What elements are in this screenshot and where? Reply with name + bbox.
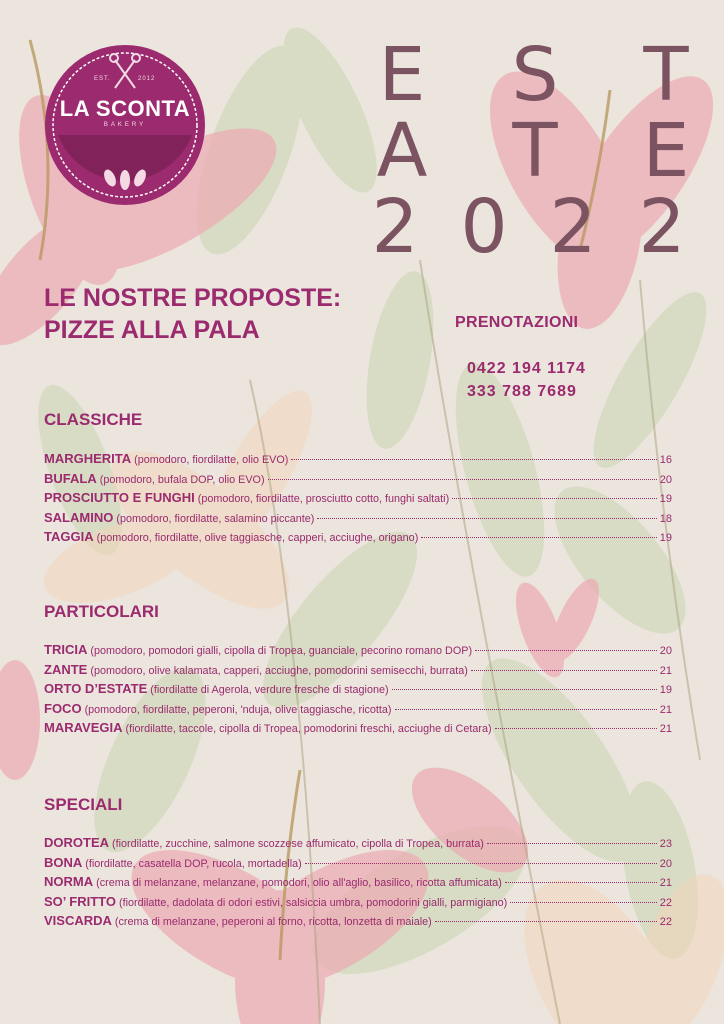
menu-item-price: 19 xyxy=(659,532,672,544)
menu-title-line1: LE NOSTRE PROPOSTE: xyxy=(44,284,342,312)
menu-item-leader-dots xyxy=(291,459,656,460)
menu-item-leader-dots xyxy=(495,728,657,729)
menu-item xyxy=(44,642,672,662)
menu-item-price: 19 xyxy=(659,493,672,505)
logo-subtitle: BAKERY xyxy=(103,122,147,128)
menu-item xyxy=(44,529,672,549)
menu-item-description: (pomodoro, pomodori gialli, cipolla di Tropea, guanciale, pecorino romano DOP) xyxy=(90,645,473,657)
menu-item-description: (fiordilatte, dadolata di odori estivi, salsiccia umbra, pomodorini gialli, parmigiano) xyxy=(119,896,508,909)
headline-letter: T xyxy=(643,32,689,118)
menu-item-leader-dots xyxy=(510,902,656,903)
menu-item-leader-dots xyxy=(305,863,657,864)
menu-item-name: SO’ FRITTO xyxy=(44,893,116,909)
headline-digit: 2 xyxy=(638,184,686,270)
menu-item-leader-dots xyxy=(475,650,657,651)
menu-list-particolari xyxy=(44,642,672,740)
headline-digit: 2 xyxy=(371,184,419,270)
menu-item-description: (pomodoro, fiordilatte, salamino piccante) xyxy=(116,512,315,525)
logo-brand-name: LA SCONTA xyxy=(59,96,191,121)
section-heading-particolari: PARTICOLARI xyxy=(44,602,159,621)
menu-list-classiche xyxy=(44,451,672,549)
menu-item-name: PROSCIUTTO E FUNGHI xyxy=(44,490,195,505)
menu-item-price: 23 xyxy=(659,838,672,850)
menu-item-leader-dots xyxy=(435,921,657,922)
menu-item-leader-dots xyxy=(505,882,657,883)
menu-item-price: 22 xyxy=(659,916,672,928)
headline-letter: E xyxy=(642,108,690,194)
menu-item xyxy=(44,681,672,701)
menu-item xyxy=(44,720,672,740)
booking-label: PRENOTAZIONI xyxy=(455,314,579,331)
menu-item-leader-dots xyxy=(471,670,657,671)
booking-phone-1[interactable]: 0422 194 1174 xyxy=(467,360,586,377)
headline-digit: 0 xyxy=(460,184,508,270)
menu-item-name: FOCO xyxy=(44,700,82,716)
menu-item-price: 20 xyxy=(659,473,672,486)
menu-item xyxy=(44,913,672,933)
menu-item xyxy=(44,835,672,855)
menu-title xyxy=(44,282,341,346)
menu-item-name: ZANTE xyxy=(44,661,88,677)
menu-item-description: (pomodoro, bufala DOP, olio EVO) xyxy=(99,473,265,486)
headline-digit: 2 xyxy=(549,184,597,270)
menu-item-name: MARAVEGIA xyxy=(44,720,123,735)
menu-item-description: (pomodoro, fiordilatte, prosciutto cotto, funghi saltati) xyxy=(197,493,450,505)
menu-item-price: 21 xyxy=(659,723,672,735)
menu-item-price: 21 xyxy=(659,703,672,716)
menu-item xyxy=(44,894,672,914)
menu-item-description: (fiordilatte, taccole, cipolla di Tropea, pomodorini freschi, acciughe di Cetara) xyxy=(125,723,492,735)
menu-item-description: (pomodoro, olive kalamata, capperi, acciughe, pomodorini semisecchi, burrata) xyxy=(90,664,468,677)
menu-item xyxy=(44,855,672,875)
menu-item-price: 21 xyxy=(659,877,672,889)
menu-item-leader-dots xyxy=(392,689,657,690)
menu-item-leader-dots xyxy=(452,498,657,499)
menu-item-name: VISCARDA xyxy=(44,913,112,928)
menu-item-leader-dots xyxy=(317,518,656,519)
menu-item-price: 16 xyxy=(659,454,672,466)
menu-item-price: 19 xyxy=(659,684,672,696)
headline-letter: E xyxy=(378,32,426,118)
menu-item-price: 20 xyxy=(659,645,672,657)
menu-item-name: ORTO D’ESTATE xyxy=(44,681,148,696)
headline-letter: T xyxy=(512,108,558,194)
menu-item xyxy=(44,701,672,721)
menu-item-description: (crema di melanzane, peperoni al forno, ricotta, lonzetta di maiale) xyxy=(114,916,432,928)
menu-item xyxy=(44,490,672,510)
menu-item-name: BONA xyxy=(44,854,83,870)
menu-item-leader-dots xyxy=(487,843,657,844)
headline-letter: A xyxy=(376,108,428,194)
menu-list-speciali xyxy=(44,835,672,933)
menu-item-leader-dots xyxy=(395,709,657,710)
section-heading-speciali: SPECIALI xyxy=(44,795,123,814)
menu-item xyxy=(44,471,672,491)
menu-item-description: (fiordilatte, casatella DOP, rucola, mortadella) xyxy=(85,857,302,870)
menu-item xyxy=(44,662,672,682)
menu-item-name: MARGHERITA xyxy=(44,451,132,466)
menu-item-price: 18 xyxy=(659,512,672,525)
menu-item-description: (fiordilatte, zucchine, salmone scozzese affumicato, cipolla di Tropea, burrata) xyxy=(112,838,484,850)
menu-item-name: TRICIA xyxy=(44,642,88,657)
menu-item xyxy=(44,451,672,471)
menu-item-name: NORMA xyxy=(44,874,94,889)
headline-letter: S xyxy=(511,32,559,118)
logo-est-text: EST. xyxy=(94,76,111,82)
menu-item-description: (pomodoro, fiordilatte, olio EVO) xyxy=(134,454,289,466)
menu-item-name: DOROTEA xyxy=(44,835,109,850)
menu-item-name: SALAMINO xyxy=(44,509,114,525)
menu-item-description: (crema di melanzane, melanzane, pomodori, olio all'aglio, basilico, ricotta affumicata) xyxy=(96,877,502,889)
menu-item-price: 21 xyxy=(659,664,672,677)
menu-item-name: BUFALA xyxy=(44,470,97,486)
booking-phone-2[interactable]: 333 788 7689 xyxy=(467,383,577,400)
menu-item xyxy=(44,510,672,530)
menu-item-description: (pomodoro, fiordilatte, olive taggiasche, capperi, acciughe, origano) xyxy=(96,532,419,544)
menu-item-leader-dots xyxy=(268,479,657,480)
menu-item-leader-dots xyxy=(421,537,656,538)
menu-item-description: (pomodoro, fiordilatte, peperoni, 'nduja, olive taggiasche, ricotta) xyxy=(84,703,392,716)
menu-title-line2: PIZZE ALLA PALA xyxy=(44,316,260,344)
menu-item-name: TAGGIA xyxy=(44,529,94,544)
menu-item-description: (fiordilatte di Agerola, verdure fresche di stagione) xyxy=(150,684,389,696)
menu-item-price: 20 xyxy=(659,857,672,870)
menu-item xyxy=(44,874,672,894)
logo-year-text: 2012 xyxy=(138,76,156,82)
section-heading-classiche: CLASSICHE xyxy=(44,410,143,429)
menu-item-price: 22 xyxy=(659,896,672,909)
